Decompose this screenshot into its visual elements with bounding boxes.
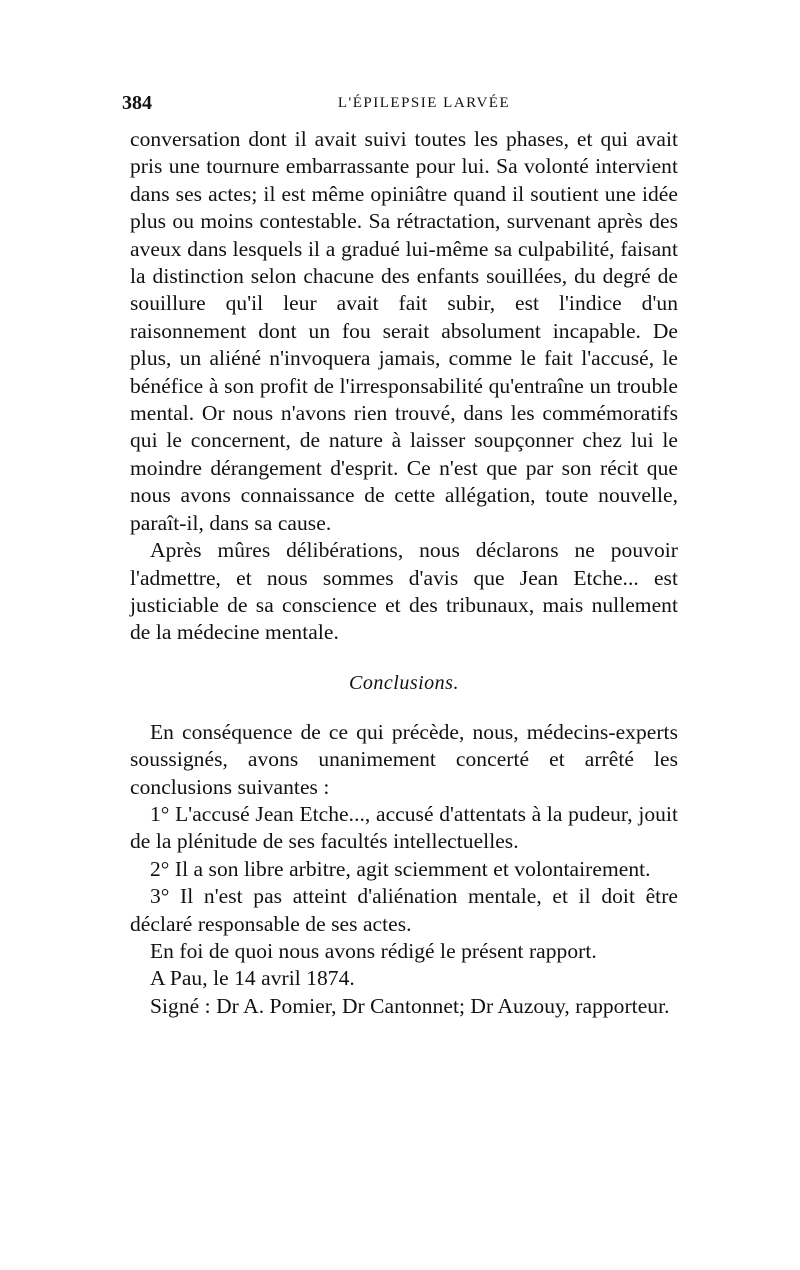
conclusion-item-1: 1° L'accusé Jean Etche..., accusé d'attentats à la pudeur, jouit de la plénitude de ses facultés intellectuelles. (130, 801, 678, 854)
conclusion-item-2: 2° Il a son libre arbitre, agit sciemment et volontairement. (150, 856, 651, 881)
section-heading-conclusions: Conclusions. (349, 671, 459, 694)
paragraph-4: En foi de quoi nous avons rédigé le présent rapport. (150, 938, 597, 963)
conclusion-item-3: 3° Il n'est pas atteint d'aliénation mentale, et il doit être déclaré responsable de ses actes. (130, 884, 678, 936)
book-page (122, 90, 678, 1020)
paragraph-5: A Pau, le 14 avril 1874. (150, 966, 355, 991)
page-number: 384 (122, 92, 152, 114)
paragraph-1: conversation dont il avait suivi toutes les phases, et qui avait pris une tournure embarrassante pour lui. Sa volonté intervient dans ses actes; il est même opiniâtre quand il soutient une idée plus ou moins contestable. Sa rétractation, survenant après des aveux dans lesquels il a gradué lui-même sa culpabilité, faisant la distinction selon chacune des enfants souillées, du degré de souillure qu'il leur avait fait subir, est l'indice d'un raisonnement dont un fou serait absolument incapable. De plus, un aliéné n'invoquera jamais, comme le fait l'accusé, le bénéfice à son profit de l'irresponsabilité qu'entraîne un trouble mental. Or nous n'avons rien trouvé, dans les commémoratifs qui le concernent, de nature à laisser soupçonner chez lui le moindre dérangement d'esprit. Ce n'est que par son récit que nous avons connaissance de cette allégation, toute nouvelle, paraît-il, dans sa cause. (130, 127, 678, 535)
body-text (130, 126, 678, 1020)
paragraph-3: En conséquence de ce qui précède, nous, médecins-experts soussignés, avons unanimement concerté et arrêté les conclusions suivantes : (130, 719, 678, 799)
running-title: L'ÉPILEPSIE LARVÉE (337, 95, 511, 111)
paragraph-2: Après mûres délibérations, nous déclarons ne pouvoir l'admettre, et nous sommes d'avis que Jean Etche... est justiciable de sa conscience et des tribunaux, mais nullement de la médecine mentale. (130, 538, 678, 645)
signature-line: Signé : Dr A. Pomier, Dr Cantonnet; Dr Auzouy, rapporteur. (150, 993, 670, 1018)
running-head (122, 90, 678, 116)
